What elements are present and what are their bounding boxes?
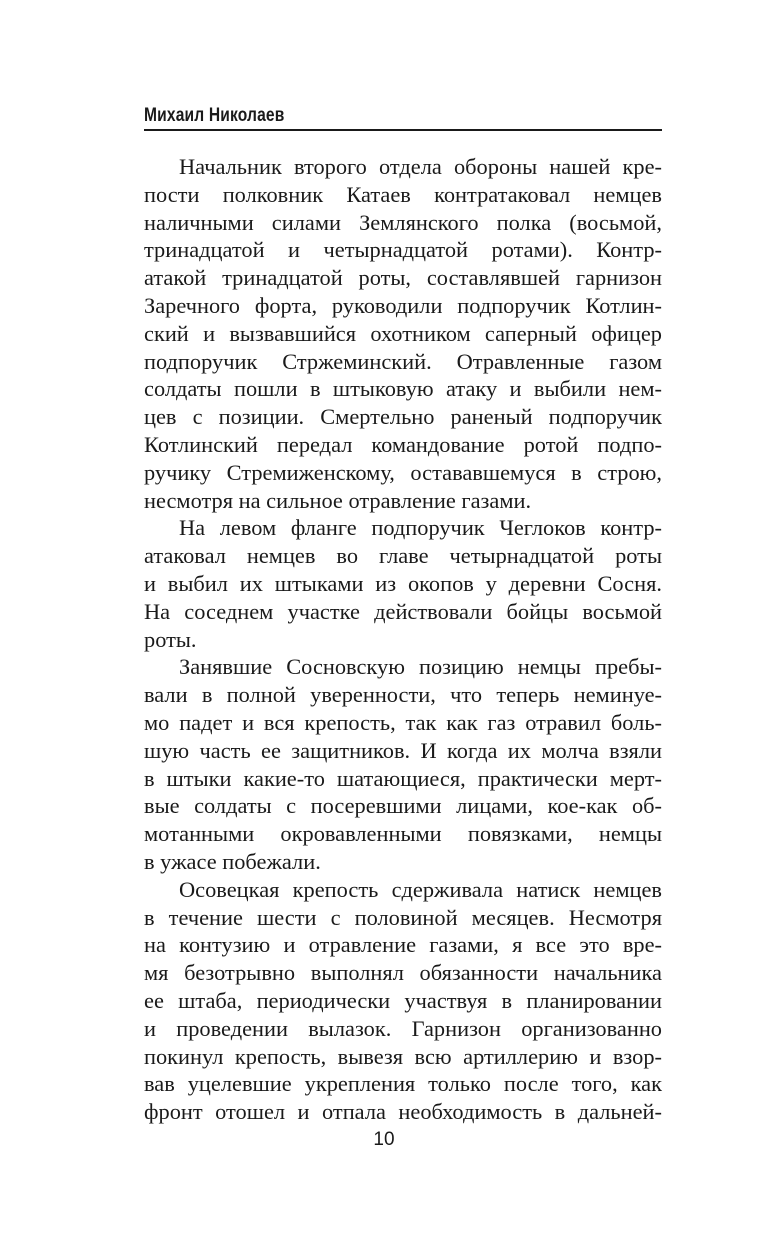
text-line: ручику Стремиженскому, остававшемуся в строю, [144,459,662,485]
text-line: вые солдаты с посеревшими лицами, кое-как об- [144,793,662,819]
running-head-author: Михаил Николаев [144,102,662,131]
text-line: Осовецкая крепость сдерживала натиск немцев [179,876,662,902]
text-line: мотанными окровавленными повязками, немцы [144,821,662,847]
text-line: наличными силами Землянского полка (восьмой, [144,209,662,235]
text-line: ее штаба, периодически участвуя в планировании [144,987,662,1013]
paragraph [144,514,662,653]
text-line: мя безотрывно выполнял обязанности начальника [144,960,662,986]
text-line: на контузию и отравление газами, я все это вре- [144,932,662,958]
text-line: фронт отошел и отпала необходимость в дальней- [144,1099,662,1125]
page-number: 10 [373,1129,395,1150]
text-line: вали в полной уверенности, что теперь неминуе- [144,682,662,708]
text-line: На соседнем участке действовали бойцы восьмой [144,598,662,624]
text-line: шую часть ее защитников. И когда их молча взяли [144,737,662,763]
text-line: цев с позиции. Смертельно раненый подпоручик [144,404,662,430]
text-line: вав уцелевшие укрепления только после того, как [144,1071,662,1097]
text-line: солдаты пошли в штыковую атаку и выбили нем- [144,376,662,402]
text-line: Занявшие Сосновскую позицию немцы пребы- [179,654,662,680]
text-line: подпоручик Стржеминский. Отравленные газом [144,348,662,374]
text-line: несмотря на сильное отравление газами. [144,487,532,513]
text-line: мо падет и вся крепость, так как газ отравил боль- [144,709,662,735]
text-line: пости полковник Катаев контратаковал немцев [144,181,662,207]
paragraph [144,153,662,514]
text-line: роты. [144,626,197,652]
text-line: На левом фланге подпоручик Чеглоков контр- [179,515,662,541]
text-line: и выбил их штыками из окопов у деревни Сосня. [144,570,662,596]
text-line: и проведении вылазок. Гарнизон организованно [144,1015,662,1041]
text-line: атаковал немцев во главе четырнадцатой роты [144,543,662,569]
text-line: Котлинский передал командование ротой подпо- [144,431,662,457]
text-line: ский и вызвавшийся охотником саперный офицер [144,320,662,346]
text-line: атакой тринадцатой роты, составлявшей гарнизон [144,265,662,291]
text-line: в штыки какие-то шатающиеся, практически мерт- [144,765,662,791]
paragraph [144,876,662,1126]
body-text [144,153,662,1126]
text-line: в течение шести с половиной месяцев. Несмотря [144,904,662,930]
text-line: Начальник второго отдела обороны нашей кре- [179,154,662,179]
text-line: Заречного форта, руководили подпоручик Котлин- [144,292,662,318]
text-line: в ужасе побежали. [144,848,321,874]
text-line: покинул крепость, вывезя всю артиллерию и взор- [144,1043,662,1069]
paragraph [144,653,662,875]
text-line: тринадцатой и четырнадцатой ротами). Контр- [144,237,662,263]
